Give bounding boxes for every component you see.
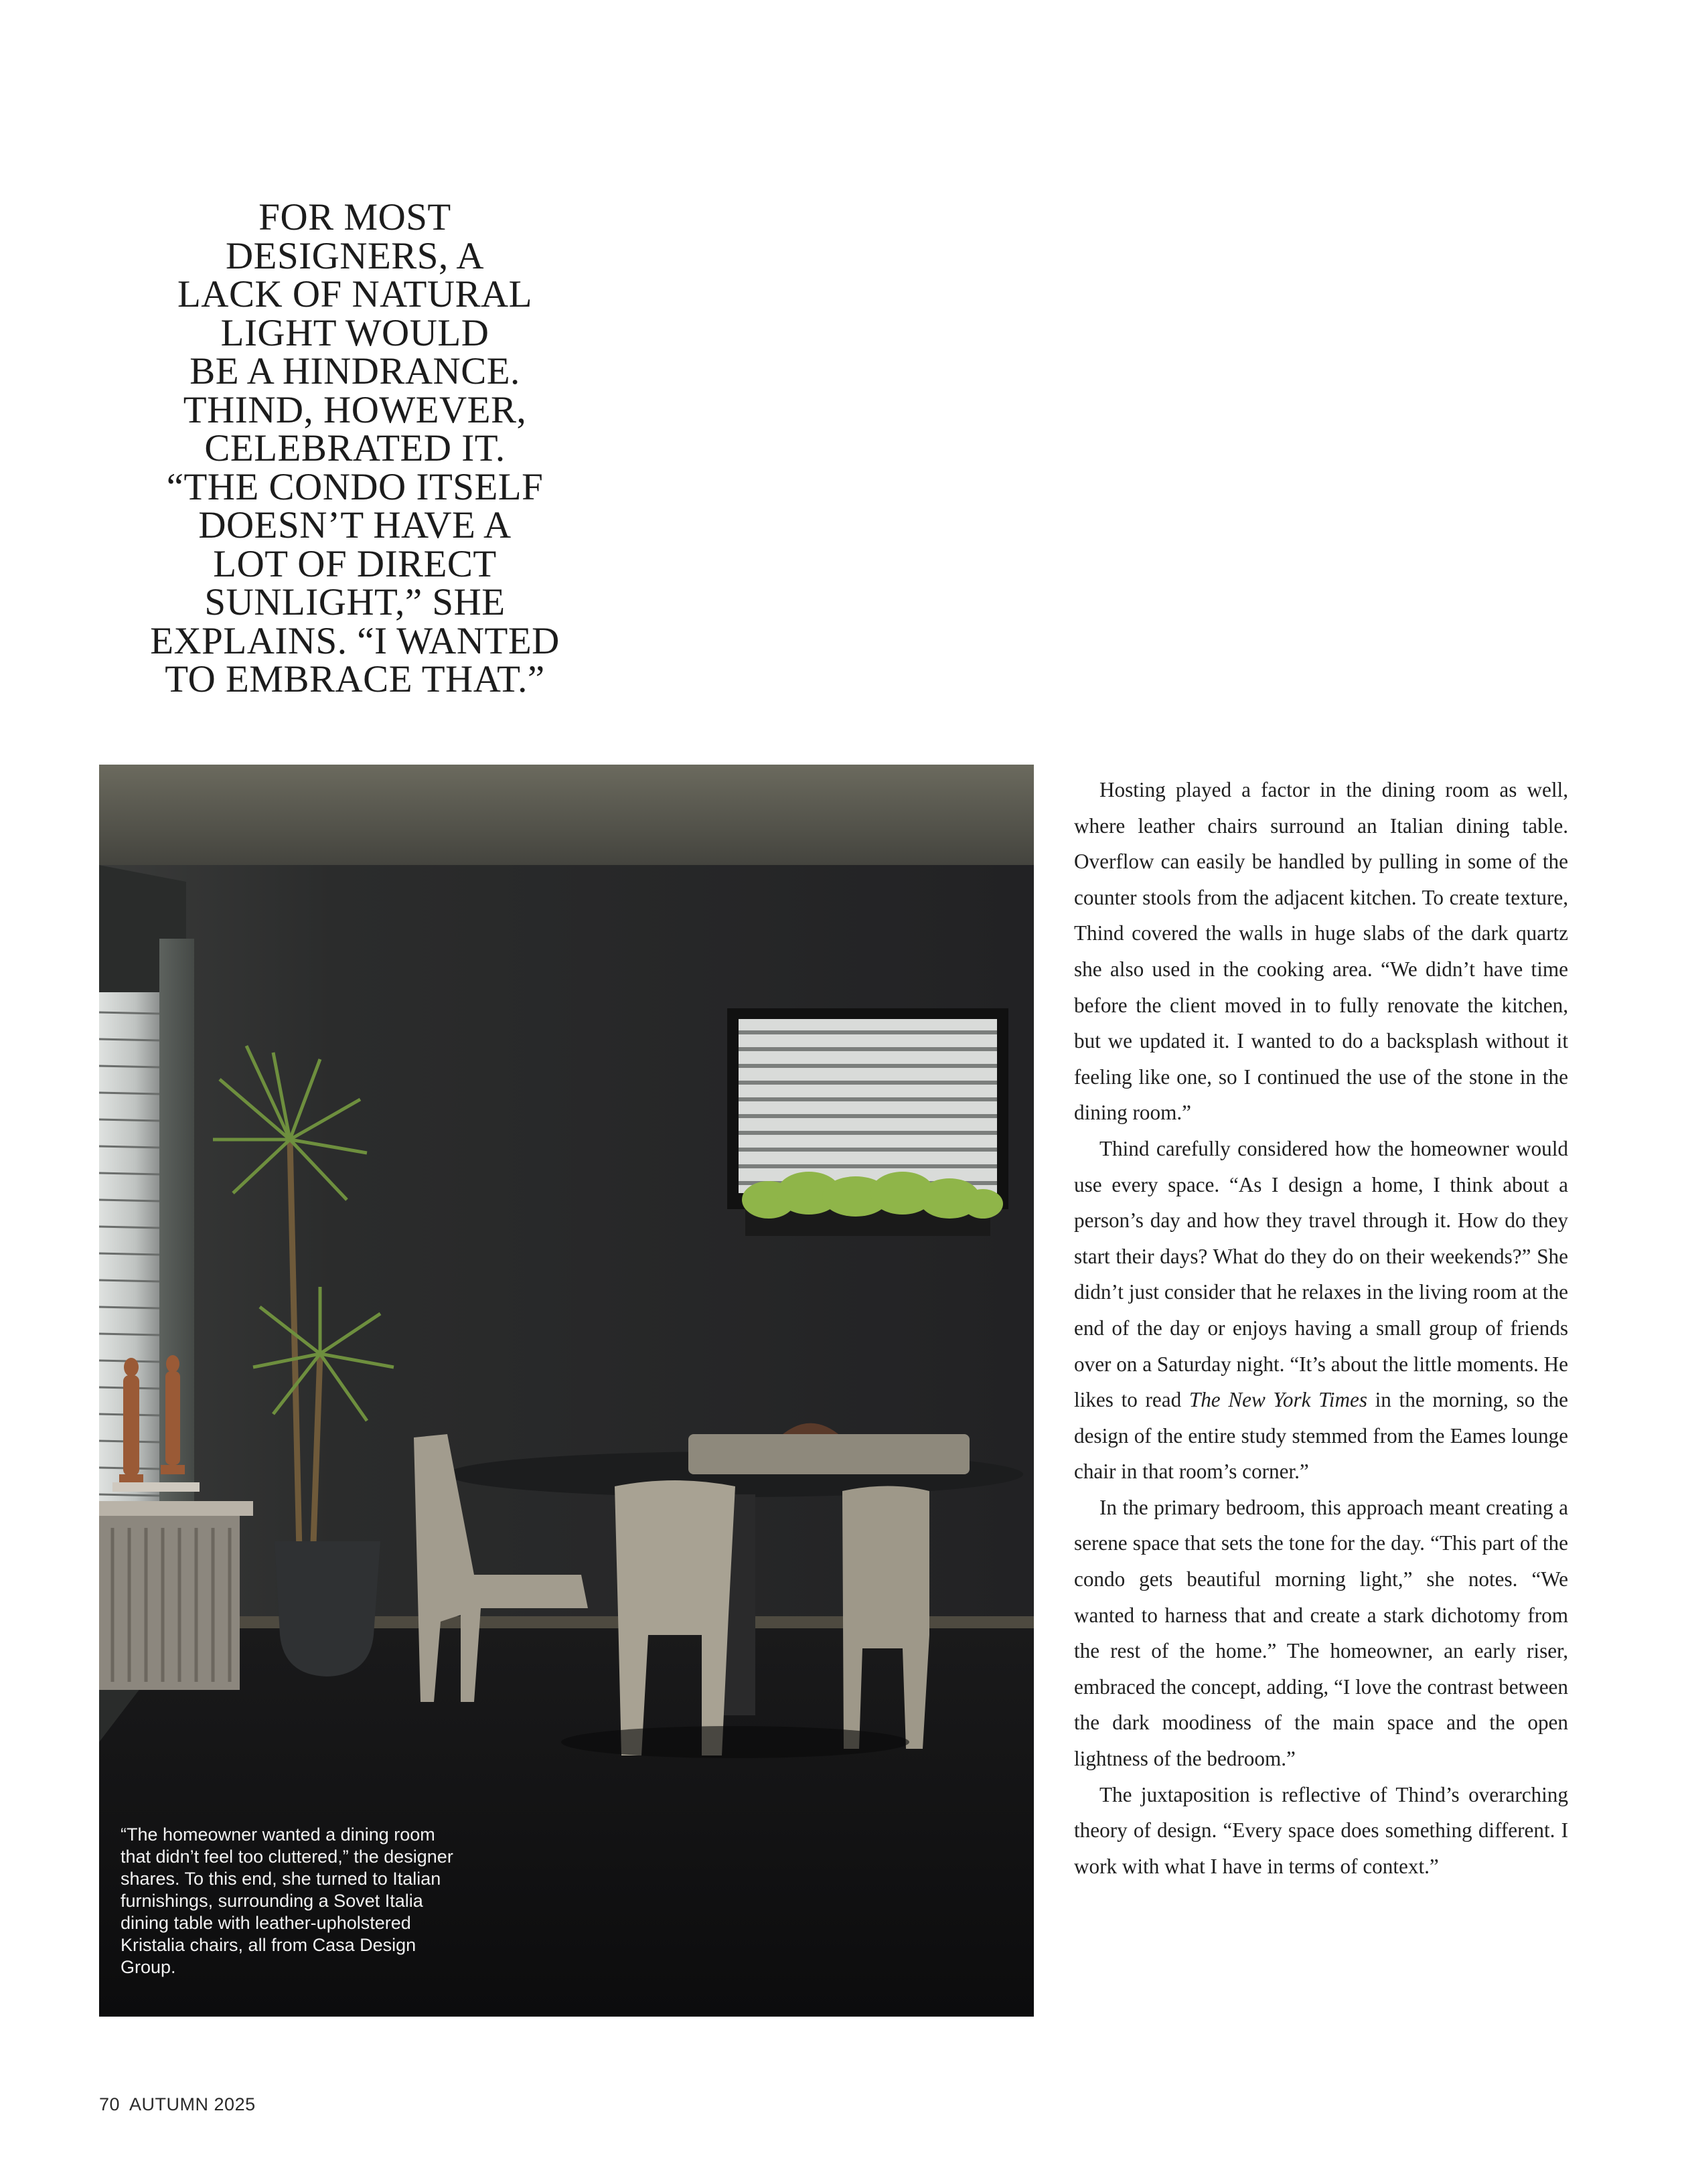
photo-caption: “The homeowner wanted a dining room that didn’t feel too cluttered,” the designer shares. To this end, she turned to Italian furnishings, surrounding a Sovet Italia dining table with leather-upholstered Kristalia chairs, all from Casa Design Group. bbox=[121, 1824, 453, 1977]
pull-quote-line: DESIGNERS, A bbox=[225, 234, 485, 277]
pull-quote-line: SUNLIGHT,” SHE bbox=[204, 581, 506, 623]
article-text: in the morning, so the design of the entire study stemmed from the Eames lounge chair in that room’s corner.” bbox=[1074, 1388, 1568, 1484]
article-text: Thind carefully considered how the homeowner would use every space. “As I design a home, I think about a person’s day and how they travel through it. How do they start their days? What do they do on their weekends?” She didn’t just consider that he relaxes in the living room at the end of the day or enjoys having a small group of friends over on a Saturday night. “It’s about the little moments. He likes to read bbox=[1074, 1136, 1568, 1412]
ceiling bbox=[99, 765, 1034, 878]
pull-quote-line: CELEBRATED IT. bbox=[204, 427, 506, 469]
publication-title: The New York Times bbox=[1189, 1388, 1367, 1412]
pull-quote-line: FOR MOST bbox=[258, 196, 451, 238]
article-body bbox=[1074, 772, 1568, 1884]
radiator-top bbox=[99, 1501, 253, 1516]
article-paragraph bbox=[1074, 1131, 1568, 1490]
pull-quote-line: “THE CONDO ITSELF bbox=[166, 465, 544, 508]
issue-label: AUTUMN 2025 bbox=[129, 2094, 256, 2114]
pull-quote-line: DOESN’T HAVE A bbox=[198, 504, 512, 546]
floor-shadow bbox=[561, 1726, 909, 1758]
back-chair bbox=[688, 1434, 970, 1474]
dining-room-photo bbox=[99, 765, 1034, 2017]
pull-quote-line: EXPLAINS. “I WANTED bbox=[150, 619, 560, 662]
pull-quote-line: LACK OF NATURAL bbox=[177, 273, 533, 315]
pull-quote-line: BE A HINDRANCE. bbox=[189, 350, 520, 392]
pull-quote-line: TO EMBRACE THAT.” bbox=[165, 658, 545, 700]
article-paragraph: In the primary bedroom, this approach meant creating a serene space that sets the tone for the day. “This part of the condo gets beautiful morning light,” she notes. “We wanted to harness that and create a stark dichotomy from the rest of the home.” The homeowner, an early riser, embraced the concept, adding, “I love the contrast between the dark moodiness of the main space and the open lightness of the bedroom.” bbox=[1074, 1495, 1568, 1771]
plant-pot bbox=[275, 1541, 380, 1676]
pull-quote bbox=[94, 198, 616, 699]
radiator-cabinet bbox=[99, 1516, 240, 1690]
article-paragraph: The juxtaposition is reflective of Thind’s overarching theory of design. “Every space does something different. I work with what I have in terms of context.” bbox=[1074, 1782, 1568, 1878]
folio bbox=[99, 2094, 265, 2115]
article-paragraph: Hosting played a factor in the dining room as well, where leather chairs surround an Italian dining table. Overflow can easily be handled by pulling in some of the counter stools from the adjacent kitchen. To create texture, Thind covered the walls in huge slabs of the dark quartz she also used in the cooking area. “We didn’t have time before the client moved in to fully renovate the kitchen, but we updated it. I wanted to do a backsplash without it feeling like one, so I continued the use of the stone in the dining room.” bbox=[1074, 778, 1568, 1125]
sculpture-base bbox=[112, 1482, 200, 1492]
pull-quote-line: LOT OF DIRECT bbox=[213, 542, 497, 585]
page-number: 70 bbox=[99, 2094, 121, 2114]
pull-quote-line: LIGHT WOULD bbox=[220, 311, 489, 354]
pull-quote-line: THIND, HOWEVER, bbox=[183, 388, 527, 431]
